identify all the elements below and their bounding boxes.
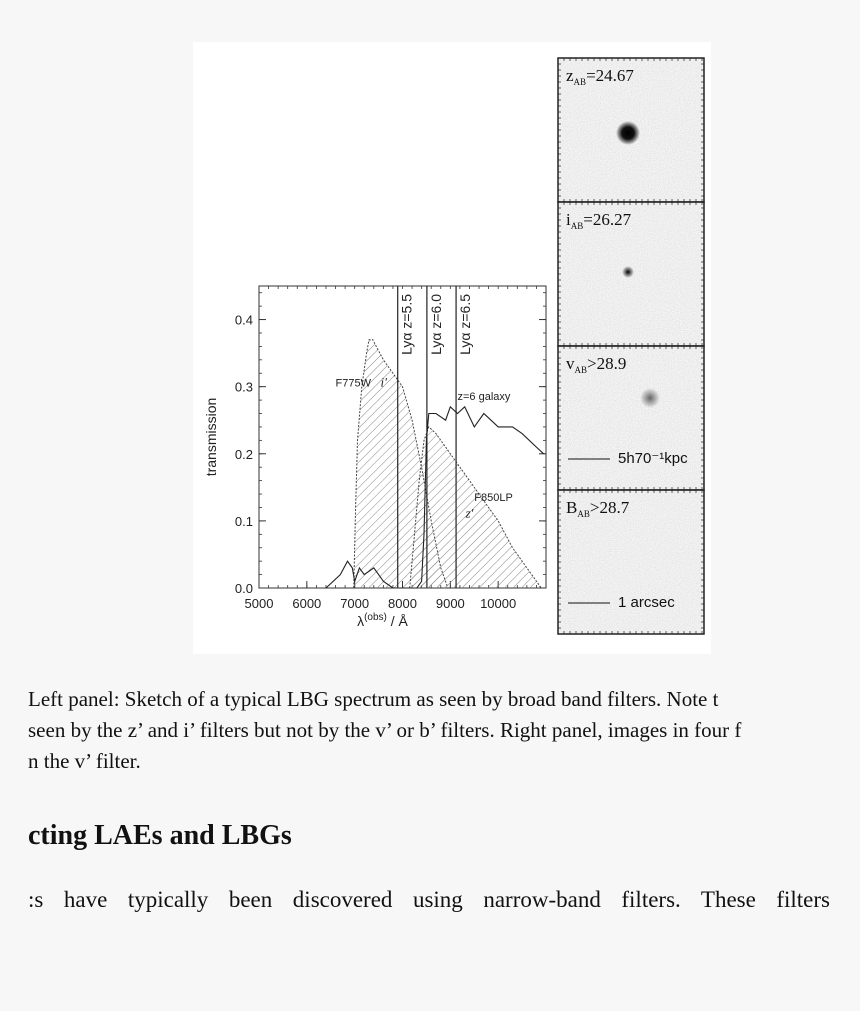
- image-stamps-panel: [556, 56, 706, 646]
- caption-line: seen by the z’ and i’ filters but not by the v’ or b’ filters. Right panel, images in four f: [28, 718, 742, 742]
- annotation-label: z=6 galaxy: [457, 391, 511, 404]
- source-blob: [616, 121, 640, 145]
- y-tick-label: 0.2: [234, 446, 253, 462]
- figure-caption: [28, 684, 860, 777]
- lya-line-label: Lyα z=6.0: [427, 294, 444, 355]
- y-tick-label: 0.3: [234, 379, 253, 395]
- stamp-magnitude-label: $z_{AB}=24.67$: [566, 66, 634, 87]
- stamp-magnitude-label: $v_{AB}>28.9$: [566, 354, 627, 375]
- body-paragraph: :s have typically been discovered using narrow-band filters. These filters: [28, 887, 830, 912]
- x-tick-label: 5000: [244, 596, 274, 611]
- x-axis-label: $\lambda^{(obs)}$ / Å: [357, 612, 408, 629]
- stamp-magnitude-label: $i_{AB}=26.27$: [566, 210, 632, 231]
- stamp-magnitude-label: $B_{AB}>28.7$: [566, 498, 630, 519]
- y-axis-label: transmission: [203, 397, 219, 477]
- annotation-label: i': [380, 374, 387, 390]
- x-tick-label: 6000: [292, 596, 322, 611]
- caption-line: Left panel: Sketch of a typical LBG spectrum as seen by broad band filters. Note t: [28, 687, 719, 711]
- source-blob: [622, 266, 634, 278]
- annotation-label: z': [465, 505, 474, 521]
- scale-bar-label: 1 arcsec: [618, 594, 675, 611]
- y-tick-label: 0.0: [234, 581, 253, 596]
- y-tick-label: 0.4: [234, 312, 253, 328]
- lya-line-label: Lyα z=5.5: [398, 294, 415, 355]
- source-blob: [640, 388, 660, 408]
- annotation-label: F850LP: [474, 491, 513, 504]
- x-tick-label: 8000: [388, 596, 417, 611]
- annotation-label: F775W: [335, 377, 372, 390]
- series-f850lp-fill: [410, 427, 542, 588]
- y-tick-label: 0.1: [234, 513, 253, 529]
- scale-bar-label: 5h70⁻¹kpc: [618, 450, 688, 467]
- x-tick-label: 10000: [480, 596, 517, 611]
- x-tick-label: 9000: [435, 596, 465, 611]
- section-heading: cting LAEs and LBGs: [28, 820, 292, 851]
- spectrum-chart: [193, 42, 553, 654]
- figure: [193, 42, 711, 654]
- x-tick-label: 7000: [340, 596, 370, 611]
- lya-line-label: Lyα z=6.5: [457, 294, 474, 355]
- caption-line: n the v’ filter.: [28, 749, 141, 773]
